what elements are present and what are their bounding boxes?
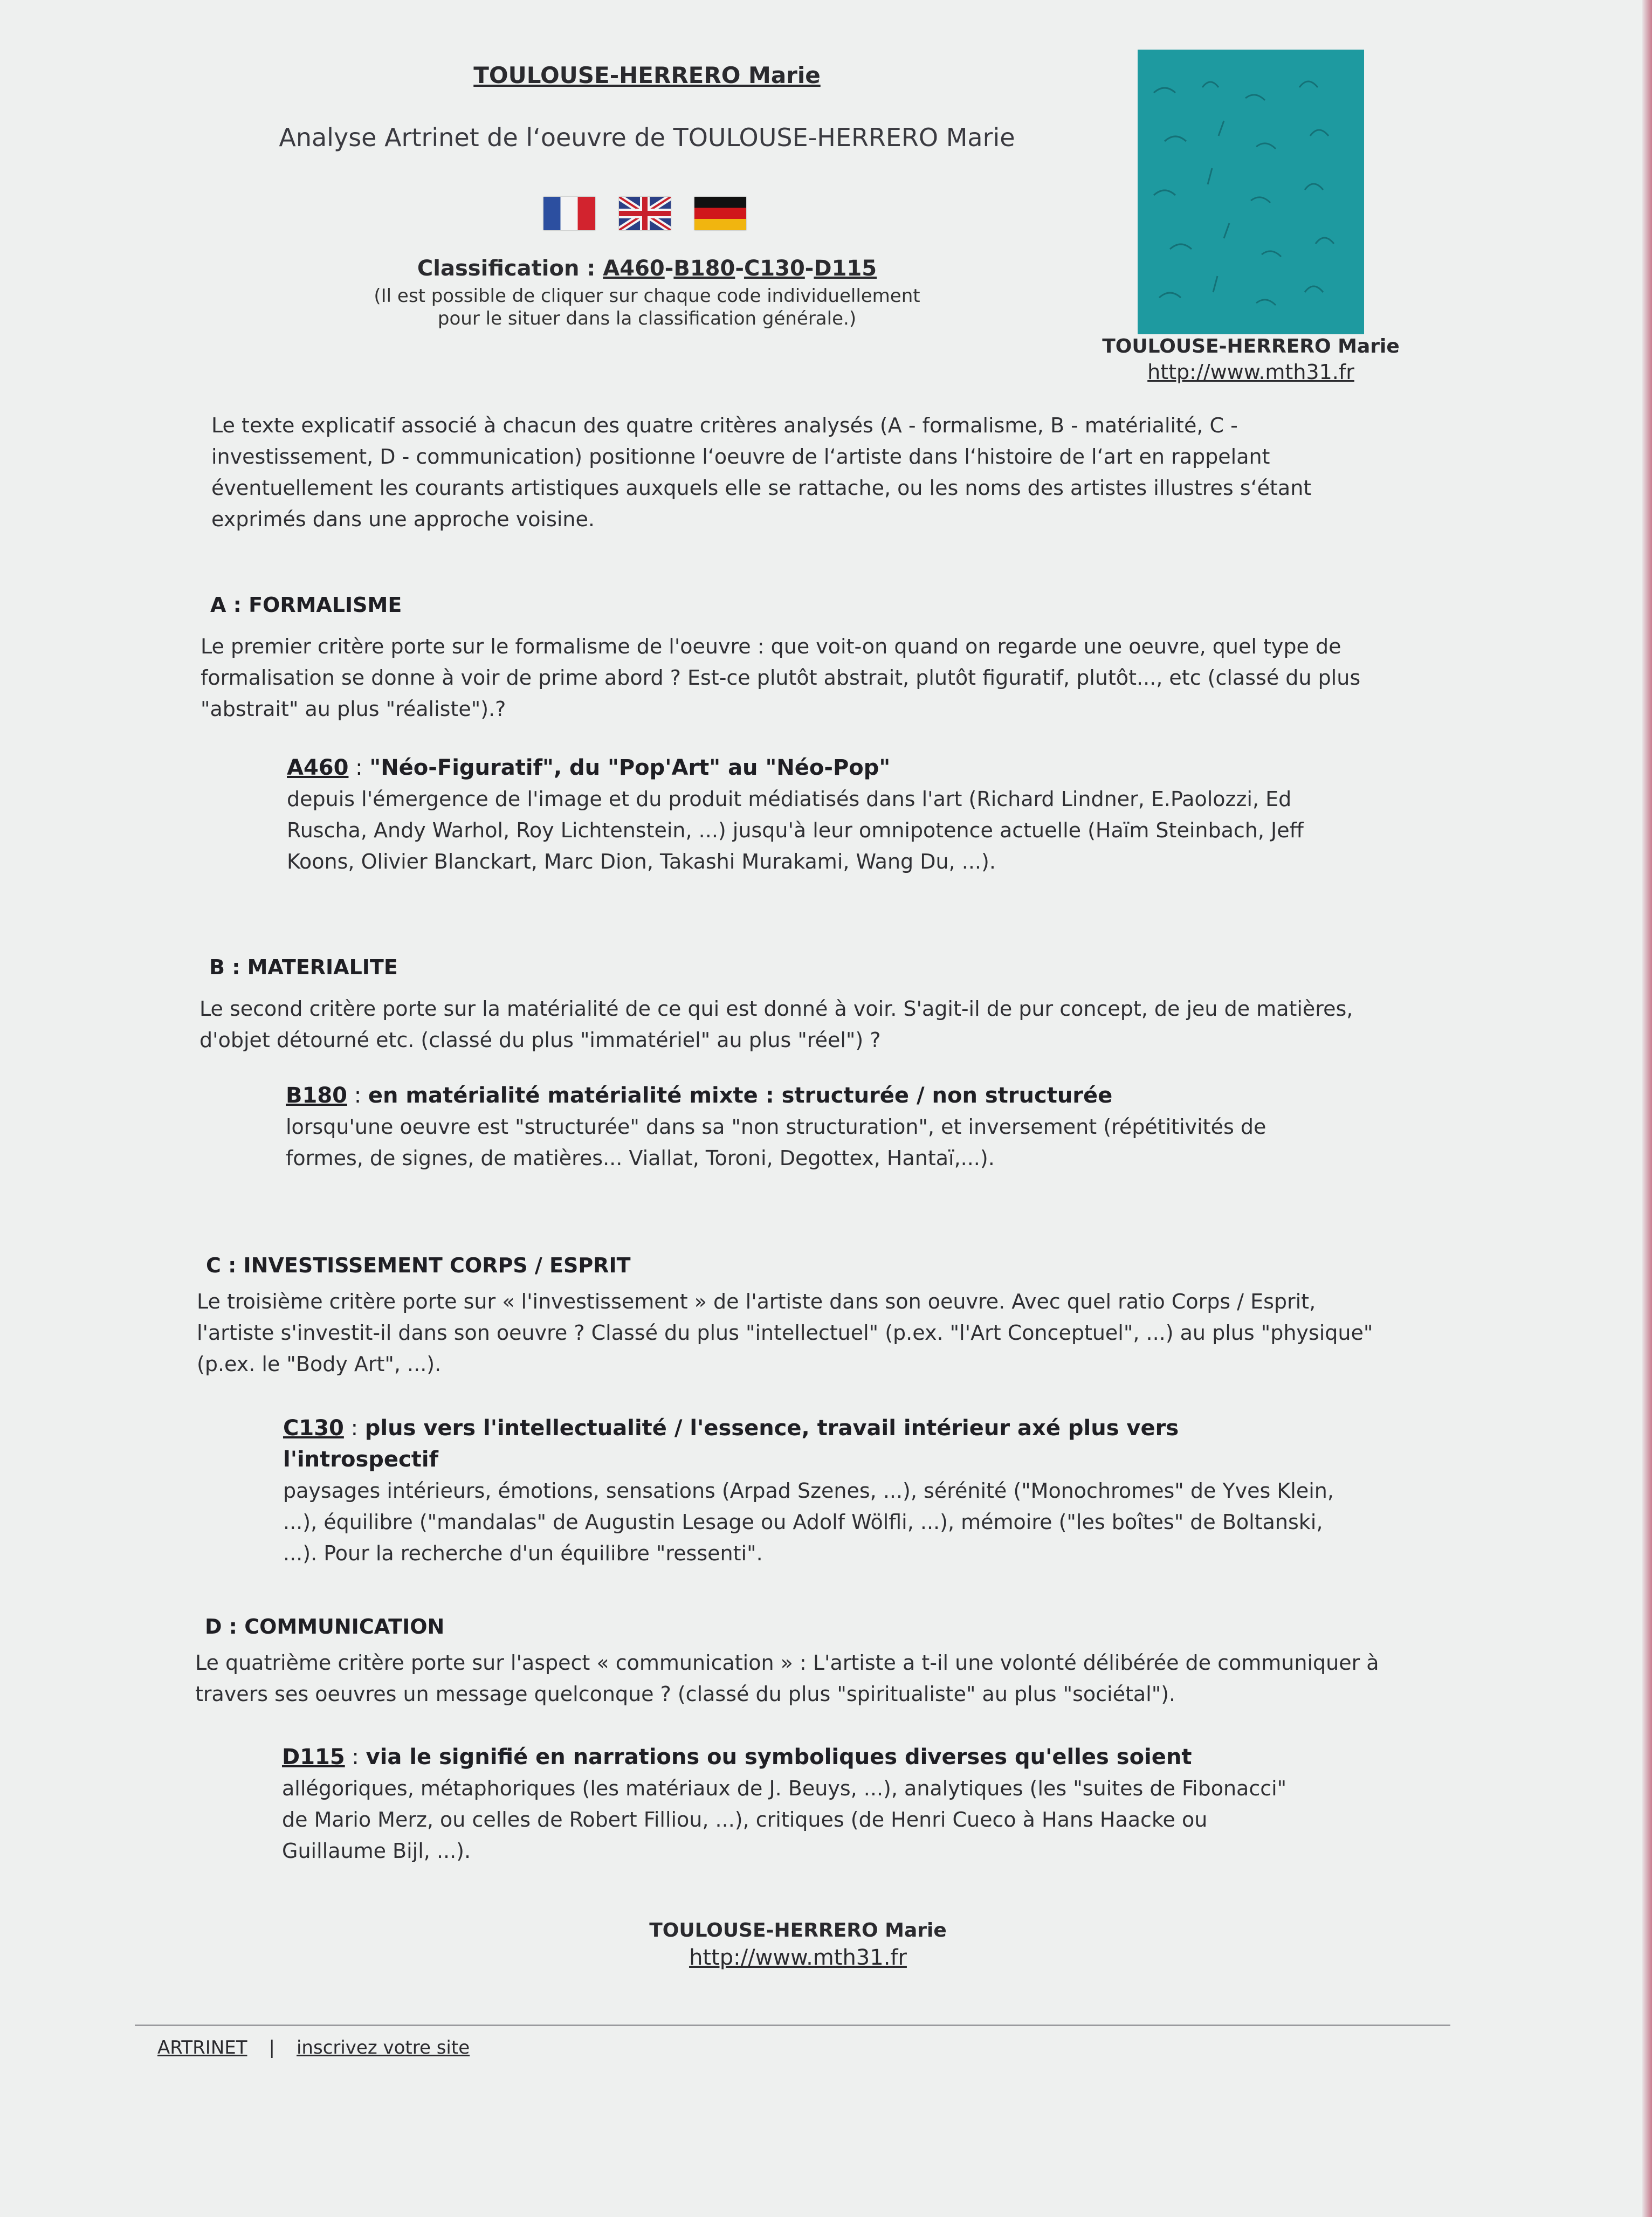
page-edge — [1642, 0, 1652, 2217]
code-c130-title: plus vers l'intellectualité / l'essence, travail intérieur axé plus vers l'introspectif — [283, 1416, 1179, 1472]
artwork-caption: TOULOUSE-HERRERO Marie — [1102, 335, 1400, 357]
classification-note-line: pour le situer dans la classification générale.) — [437, 308, 857, 329]
footer-artist-name: TOULOUSE-HERRERO Marie — [649, 1919, 947, 1941]
code-separator: : — [347, 1083, 368, 1108]
footer-website-link[interactable]: http://www.mth31.fr — [689, 1945, 907, 1970]
classification-label: Classification : — [417, 256, 596, 281]
language-flags — [543, 197, 746, 230]
section-d-code-block — [282, 1741, 1306, 1867]
section-c-heading: C : INVESTISSEMENT CORPS / ESPRIT — [206, 1254, 631, 1277]
section-b-description: Le second critère porte sur la matérialité de ce qui est donné à voir. S'agit-il de pur concept, de jeu de matières, d'objet détourné etc. (classé du plus "immatériel" au plus "réel") ? — [199, 997, 1353, 1052]
classification-line — [323, 256, 970, 281]
section-a-code-block — [287, 752, 1311, 877]
code-b180-title: en matérialité matérialité mixte : structurée / non structurée — [368, 1083, 1113, 1108]
code-b180-text: lorsqu'une oeuvre est "structurée" dans sa "non structuration", et inversement (répétitivités de formes, de signes, de matières... Viallat, Toroni, Degottex, Hantaï,...). — [286, 1115, 1266, 1170]
classification-note — [323, 285, 970, 330]
section-a-description: Le premier critère porte sur le formalisme de l'oeuvre : que voit-on quand on regarde une oeuvre, quel type de formalisation se donne à voir de prime abord ? Est-ce plutôt abstrait, plutôt figuratif, plutôt..., etc (classé du plus "abstrait" au plus "réaliste").? — [201, 635, 1361, 721]
artwork-website-link[interactable]: http://www.mth31.fr — [1147, 360, 1354, 384]
footer-nav — [157, 2037, 470, 2058]
section-b-code-block — [286, 1080, 1310, 1174]
page-subtitle: Analyse Artrinet de l‘oeuvre de TOULOUSE-HERRERO Marie — [279, 123, 1015, 152]
section-c-description: Le troisième critère porte sur « l'investissement » de l'artiste dans son oeuvre. Avec quel ratio Corps / Esprit, l'artiste s'investit-il dans son oeuvre ? Classé du plus "intellectuel" (p.ex. "l'Art Conceptuel", ...) au plus "physique" (p.ex. le "Body Art", ...). — [197, 1290, 1373, 1376]
section-c-code-block — [283, 1413, 1340, 1569]
artrinet-home-link[interactable]: ARTRINET — [157, 2037, 247, 2058]
classification-note-line: (Il est possible de cliquer sur chaque code individuellement — [374, 285, 920, 307]
code-separator: - — [664, 256, 674, 281]
code-d115-text: allégoriques, métaphoriques (les matériaux de J. Beuys, ...), analytiques (les "suites de Fibonacci" de Mario Merz, ou celles de Robert Filliou, ...), critiques (de Henri Cueco à Hans Haacke ou Guillaume Bijl, ...). — [282, 1777, 1287, 1863]
code-b180-link[interactable]: B180 — [286, 1083, 347, 1108]
code-a460-title: "Néo-Figuratif", du "Pop'Art" au "Néo-Pop" — [369, 755, 891, 780]
code-separator: : — [343, 1416, 365, 1441]
code-separator: : — [345, 1745, 366, 1770]
section-b-heading: B : MATERIALITE — [209, 955, 398, 979]
artwork-image[interactable] — [1138, 50, 1364, 334]
code-separator: - — [735, 256, 744, 281]
intro-paragraph: Le texte explicatif associé à chacun des quatre critères analysés (A - formalisme, B - matérialité, C - investissement, D - communication) positionne l‘oeuvre de l‘artiste dans l‘histoire de l‘art en rappelant éventuellement les courants artistiques auxquels elle se rattache, ou les noms des artistes illustres s‘étant exprimés dans une approche voisine. — [211, 414, 1312, 531]
classification-code-c[interactable]: C130 — [744, 256, 805, 281]
register-site-link[interactable]: inscrivez votre site — [296, 2037, 470, 2058]
classification-code-b[interactable]: B180 — [673, 256, 735, 281]
section-a-heading: A : FORMALISME — [210, 593, 402, 617]
section-d-description: Le quatrième critère porte sur l'aspect « communication » : L'artiste a t-il une volonté délibérée de communiquer à travers ses oeuvres un message quelconque ? (classé du plus "spiritualiste" au plus "sociétal"). — [195, 1651, 1379, 1706]
french-flag-icon[interactable] — [543, 197, 595, 230]
section-d-heading: D : COMMUNICATION — [205, 1615, 445, 1638]
classification-code-d[interactable]: D115 — [814, 256, 877, 281]
german-flag-icon[interactable] — [694, 197, 746, 230]
footer-divider — [135, 2025, 1450, 2026]
classification-code-a[interactable]: A460 — [603, 256, 665, 281]
code-a460-text: depuis l'émergence de l'image et du produit médiatisés dans l'art (Richard Lindner, E.Paolozzi, Ed Ruscha, Andy Warhol, Roy Lichtenstein, ...) jusqu'à leur omnipotence actuelle (Haïm Steinbach, Jeff Koons, Olivier Blanckart, Marc Dion, Takashi Murakami, Wang Du, ...). — [287, 787, 1304, 873]
uk-flag-icon[interactable] — [619, 197, 671, 230]
code-separator: : — [348, 755, 370, 780]
code-c130-text: paysages intérieurs, émotions, sensations (Arpad Szenes, ...), sérénité ("Monochromes" de Yves Klein, ...), équilibre ("mandalas" de Augustin Lesage ou Adolf Wölfli, ...), mémoire ("les boîtes" de Boltanski, ...). Pour la recherche d'un équilibre "ressenti". — [283, 1479, 1334, 1565]
code-a460-link[interactable]: A460 — [287, 755, 349, 780]
code-d115-link[interactable]: D115 — [282, 1745, 345, 1770]
code-c130-link[interactable]: C130 — [283, 1416, 344, 1441]
nav-separator: | — [269, 2037, 275, 2058]
code-d115-title: via le signifié en narrations ou symboliques diverses qu'elles soient — [366, 1745, 1192, 1770]
page-title: TOULOUSE-HERRERO Marie — [473, 62, 821, 88]
code-separator: - — [804, 256, 814, 281]
